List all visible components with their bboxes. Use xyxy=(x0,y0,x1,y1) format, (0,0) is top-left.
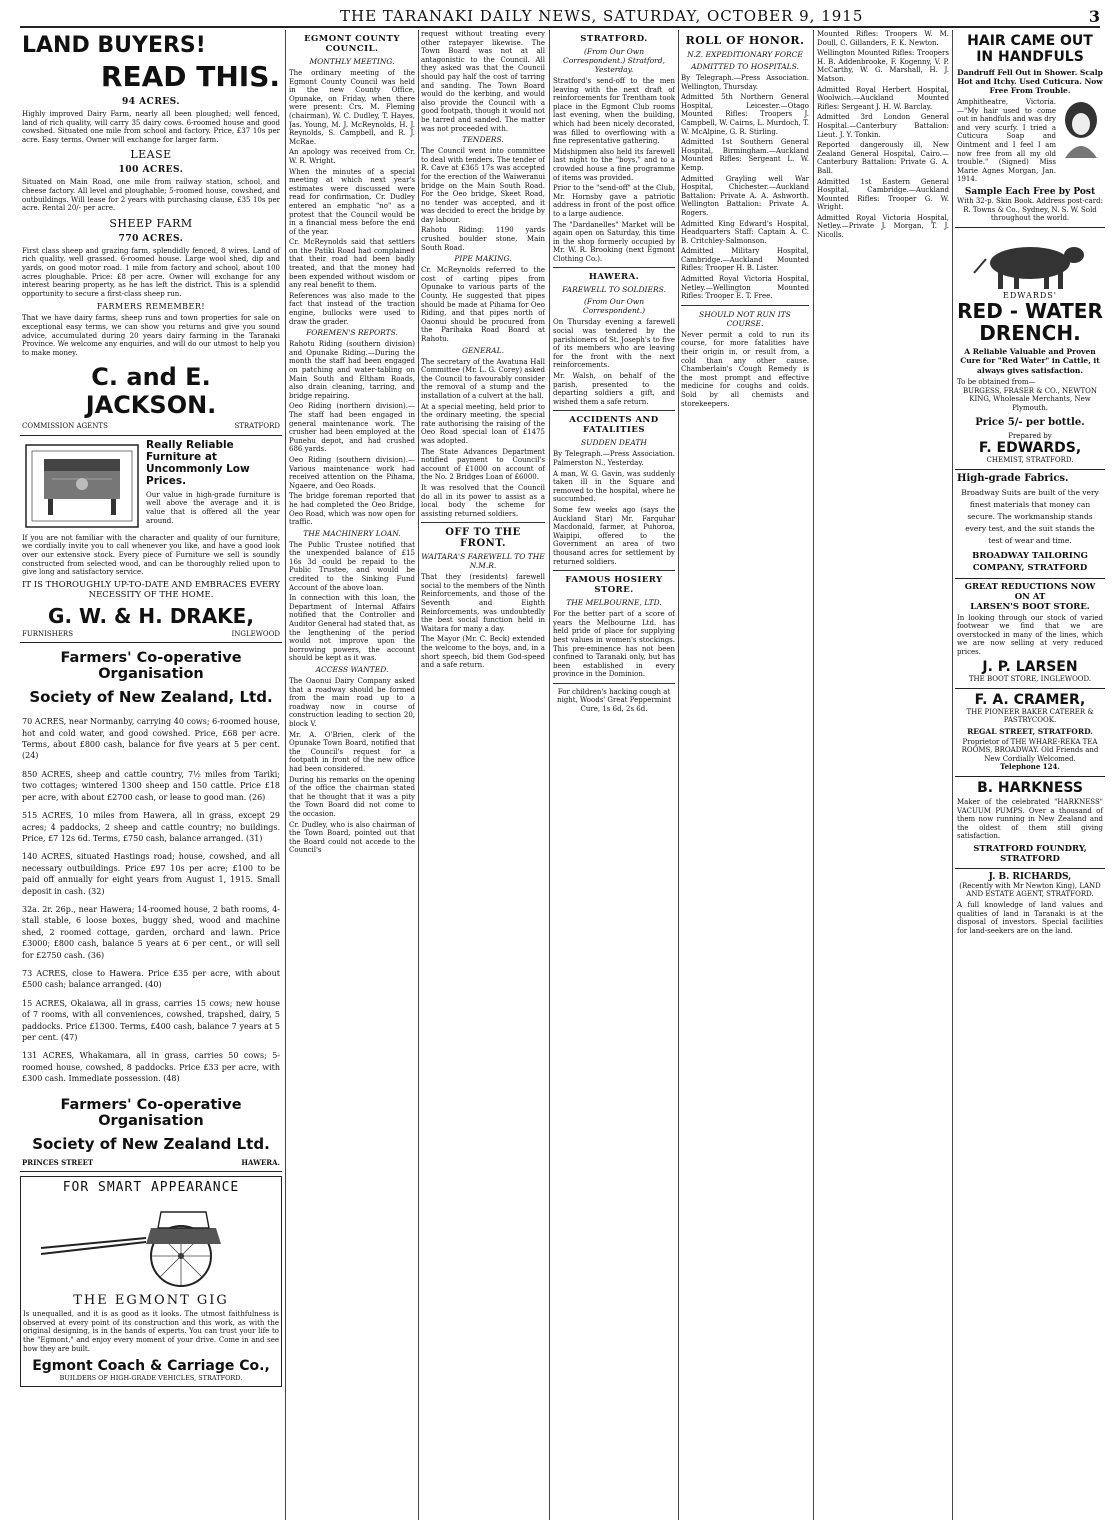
casualty-paragraph: By Telegraph.—Press Association. Wellington, Thursday. xyxy=(681,74,809,91)
cramer-telephone: Telephone 124. xyxy=(1000,762,1060,772)
lease-heading: LEASE xyxy=(130,148,172,162)
furniture-side-text: Our value in high-grade furniture is well above the average and it is value that is offered all the year around. xyxy=(146,490,280,525)
county-council-heading: EGMONT COUNTY COUNCIL. xyxy=(304,34,400,54)
listing-1: 850 ACRES, sheep and cattle country, 7½ miles from Tariki; two cottages; wintered 1300 sheep and 150 cattle. Price £18 per acre, with about £2700 cash, or lease to good man. (26) xyxy=(22,769,280,802)
access-wanted-heading: ACCESS WANTED. xyxy=(315,665,389,674)
acres-94-text: Highly improved Dairy Farm, nearly all been ploughed; well fenced, land of rich quality, will carry 35 dairy cows. 6-roomed house and good cowshed. Situated one mile from school and factory. Price, £37 10s per acre. Easy terms. Owner will exchange for larger farm. xyxy=(22,110,280,144)
coop-street: PRINCES STREET xyxy=(22,1157,94,1167)
article-paragraph: Mr. Walsh, on behalf of the parish, presented to the departing soldiers a gift, and wished them a safe return. xyxy=(553,372,675,406)
foundry-name: STRATFORD FOUNDRY, STRATFORD xyxy=(973,843,1087,864)
drake-town: INGLEWOOD xyxy=(231,629,280,638)
hair-heading: HAIR CAME OUT IN HANDFULS xyxy=(967,33,1093,65)
divider xyxy=(681,305,809,306)
column-classifieds-left xyxy=(20,30,282,1520)
article-paragraph: Mr. A. O'Brien, clerk of the Opunake Town Board, notified that the Council's request for a footpath in front of the new office had been considered. xyxy=(289,730,415,773)
egmont-gig-text: Is unequalled, and it is as good as it looks. The utmost faithfulness is observed at every point of its construction and this work, as with the original designing, is in the hands of experts. You can trust your life to the "Egmont," and enjoy every moment of your drive. Come in and see how they are built. xyxy=(23,1310,279,1353)
furniture-tagline-1: IT IS THOROUGHLY UP-TO-DATE AND EMBRACES EVERY xyxy=(22,579,281,590)
drake-name: G. W. & H. DRAKE, xyxy=(48,603,254,628)
accidents-heading: ACCIDENTS AND FATALITIES xyxy=(569,415,659,436)
furniture-text: If you are not familiar with the character and quality of our furniture, we cordially invite you to call whenever you like, and have a good look over our extensive stock. Every piece of Furniture we sell is soundly constructed from selected wood, and can be thoroughly relied upon to give long and satisfactory service. xyxy=(22,533,280,577)
news-right-column xyxy=(553,30,675,1520)
harkness-foundry-ad xyxy=(955,777,1105,869)
casualty-paragraph: Admitted Royal Herbert Hospital, Woolwich.—Auckland Mounted Rifles: Sergeant J. H. W. Barclay. xyxy=(817,85,949,111)
hawera-heading: HAWERA. xyxy=(588,272,640,283)
acres-94-heading: 94 ACRES. xyxy=(122,97,180,107)
article-paragraph: Cr. McReynolds said that settlers on the Patiki Road had complained that their road had been badly treated, and that the money had been expended without wisdom or any real benefit to them. xyxy=(289,238,415,290)
article-paragraph: The ordinary meeting of the Egmont County Council was held in the new County Office, Opunake, on Friday, when there were present: Crs. M. Fleming (chairman), W. C. Dudley, T. Hayes, Jas. Young, M. J. McReynolds, H. J. Reynolds, S. Campbell, and R. J. McRae. xyxy=(289,69,415,146)
land-buyers-ad xyxy=(20,30,282,436)
casualty-paragraph: Admitted Military Hospital, Cambridge.—Auckland Mounted Rifles: Trooper H. B. Lister. xyxy=(681,247,809,273)
smart-appearance-heading: FOR SMART APPEARANCE xyxy=(62,1180,240,1196)
article-paragraph: request without treating every other ratepayer likewise. The Town Board was not at all antagonistic to the Council. All they asked was that the Council should pay half the cost of tarring and sanding. The Town Board would do the kerbing, and would also provide the Council with a good footpath, though it would not be tarred and sanded. The matter was not proceeded with. xyxy=(421,30,545,133)
pipe-making-heading: PIPE MAKING. xyxy=(454,254,512,264)
article-paragraph: The Council went into committee to deal with tenders. The tender of R. Cave at £365 17s was accepted for the erection of the Waiweranui bridge on the Main South Road. For the Oeo bridge, Skeet Road, no tender was accepted, and it was decided to erect the bridge by day labour. xyxy=(421,147,545,224)
article-paragraph: Cr. McReynolds referred to the cost of carting pipes from Opunake to various parts of the County. He suggested that pipes should be made at Pihama for Oeo Riding, and that pipes north of Oaonui should be procured from the Parihaka Road Board at Rahotu. xyxy=(421,266,545,343)
column-county-council xyxy=(289,30,415,1520)
article-paragraph: It was resolved that the Council do all in its power to assist as a local body the scheme for assisting returned soldiers. xyxy=(421,483,545,518)
obtained-from: BURGESS, FRASER & CO., NEWTON KING, Wholesale Merchants, New Plymouth. xyxy=(962,386,1098,412)
article-paragraph: During his remarks on the opening of the office the chairman stated that he thought that it was a pity the Town Board did not come to the occasion. xyxy=(289,775,415,818)
stratford-heading: STRATFORD. xyxy=(580,34,648,44)
larsen-name: J. P. LARSEN xyxy=(982,659,1078,676)
casualty-paragraph: Admitted 5th Northern General Hospital, Leicester.—Otago Mounted Rifles: Troopers J. Campbell, W. Cairns, L. Murdoch, T. W. McAlpine, G. R. Stirling. xyxy=(681,93,809,136)
machinery-loan-heading: THE MACHINERY LOAN. xyxy=(303,528,401,538)
egmont-gig-heading: THE EGMONT GIG xyxy=(73,1293,229,1309)
article-paragraph: On Thursday evening a farewell social was tendered by the parishioners of St. Joseph's to five of its members who are leaving for the front with the next reinforcements. xyxy=(553,318,675,370)
column-rule xyxy=(418,30,419,1520)
harkness-text: Maker of the celebrated "HARKNESS" VACUUM PUMPS. Over a thousand of them now running in New Zealand and the oldest of them still giving satisfaction. xyxy=(957,797,1103,841)
furniture-tagline-2: NECESSITY OF THE HOME. xyxy=(88,589,214,600)
egmont-coach-name: Egmont Coach & Carriage Co., xyxy=(32,1358,270,1375)
cramer-address: REGAL STREET, STRATFORD. xyxy=(967,726,1093,736)
peppermint-cure-notice: For children's hacking cough at night, Woods' Great Peppermint Cure, 1s 6d, 2s 6d. xyxy=(557,687,671,714)
casualty-paragraph: Wellington Mounted Rifles: Troopers H. B. Addenbrooke, F. Kogenny, V. P. McCarthy, W. G. Marshall, H. J. Matson. xyxy=(817,49,949,83)
foremen-reports-heading: FOREMEN'S REPORTS. xyxy=(306,328,398,338)
drench-description: A Reliable Valuable and Proven Cure for "Red Water" in Cattle, it always gives satisfaction. xyxy=(960,346,1100,375)
prepared-label: Prepared by xyxy=(1008,431,1052,440)
fabrics-text: Broadway Suits are built of the very finest materials that money can secure. The workmanship stands every test, and the suit stands the test of wear and time. xyxy=(961,487,1099,545)
article-paragraph: The Mayor (Mr. C. Beck) extended the welcome to the boys, and, in a short speech, bid them God-speed and a safe return. xyxy=(421,635,545,670)
cramer-sub: THE PIONEER BAKER CATERER & PASTRYCOOK. xyxy=(966,707,1094,725)
divider xyxy=(553,683,675,684)
hosiery-heading: FAMOUS HOSIERY STORE. xyxy=(565,575,663,596)
column-ads-right xyxy=(955,30,1105,1520)
article-paragraph: The "Dardanelles" Market will be again open on Saturday, this time in the shop formerly occupied by Mr. W. R. Brooking (next Egmont Clothing Co.). xyxy=(553,220,675,263)
acres-770-text: First class sheep and grazing farm, splendidly fenced, 8 wires. Land of rich quality, well grassed. 6-roomed house. Large wool shed, dip and yards, on good motor road. 1 mile from factory and school, about 100 acres ploughable. Price: £8 per acre. Owner will exchange for any interest bearing property, as he has left the district. This is a splendid opportunity to secure a first-class sheep run. xyxy=(22,246,280,298)
column-rule xyxy=(952,30,953,1520)
land-buyers-heading: LAND BUYERS! xyxy=(22,33,206,58)
county-council-subheading: MONTHLY MEETING. xyxy=(309,57,395,66)
furniture-illustration xyxy=(22,439,142,531)
egmont-coach-sub: BUILDERS OF HIGH-GRADE VEHICLES, STRATFORD. xyxy=(59,1374,243,1383)
casualty-paragraph: Admitted 1st Eastern General Hospital, Cambridge.—Auckland Mounted Rifles: Trooper G. W. Wright. xyxy=(817,177,949,212)
article-paragraph: At a special meeting, held prior to the ordinary meeting, the special rate authorising the raising of the Oeo Road special loan of £1475 was adopted. xyxy=(421,402,545,445)
hair-subheading: Dandruff Fell Out in Shower. Scalp Hot and Itchy. Used Cuticura. Now Free From Trouble. xyxy=(957,68,1103,95)
farmers-coop-heading-2: Society of New Zealand, Ltd. xyxy=(29,688,273,707)
article-paragraph: A man, W. G. Gavin, was suddenly taken ill in the Square and removed to the hospital, where he succumbed. xyxy=(553,469,675,504)
drench-price: Price 5/- per bottle. xyxy=(975,416,1085,428)
masthead xyxy=(20,6,1100,28)
casualty-paragraph: Admitted 3rd London General Hospital.—Canterbury Battalion: Lieut. J. Y. Tonkin. xyxy=(817,113,949,139)
farmers-remember-text: That we have dairy farms, sheep runs and town properties for sale on exceptional easy terms, we can show you returns and give you sound advice, accumulated during 20 years dairy farming in the Taranaki Province. We welcome any enquiries, and will do our utmost to help you to make money. xyxy=(22,314,280,357)
article-paragraph: The bridge foreman reported that he had completed the Oeo Bridge, Oeo Road, which was now open for traffic. xyxy=(289,492,415,527)
richards-text: A full knowledge of land values and qualities of land in Taranaki is at the disposal of investors. Special facilities for land-seekers are on the land. xyxy=(957,900,1103,935)
column-rule xyxy=(678,30,679,1520)
general-heading: GENERAL. xyxy=(462,345,504,355)
broadway-name: BROADWAY TAILORING COMPANY, STRATFORD xyxy=(972,550,1088,573)
casualty-paragraph: Admitted King Edward's Hospital, Headquarters Staff: Captain A. C. B. Critchley-Salmonson. xyxy=(681,219,809,245)
article-paragraph: The State Advances Department notified payment to Council's account of £1000 on account of the No. 2 Bridges Loan of £6000. xyxy=(421,447,545,482)
divider xyxy=(553,410,675,411)
admitted-hospitals-heading: ADMITTED TO HOSPITALS. xyxy=(691,62,799,71)
tenders-heading: TENDERS. xyxy=(462,135,504,145)
listing-7: 131 ACRES, Whakamara, all in grass, carries 50 cows; 5-roomed house, cowshed, 8 paddocks. Price £33 per acre, with £300 cash. Immediate possession. (48) xyxy=(22,1051,280,1084)
read-this-heading: READ THIS. xyxy=(100,60,280,93)
cough-remedy-text: Never permit a cold to run its course, for more fatalities have their origin in, or result from, a cold than any other cause. Chamberlain's Cough Remedy is the most prompt and effective medicine for coughs and colds. Sold by all chemists and storekeepers. xyxy=(681,330,809,408)
article-paragraph: Oeo Riding (northern division).—The staff had been engaged in general maintenance work. The crusher had been employed at the Punehu depot, and had crushed 686 yards. xyxy=(289,402,415,454)
article-paragraph: Oeo Riding (southern division).—Various maintenance work had received attention on the Pihama, Ngaere, and Oeo Roads. xyxy=(289,455,415,490)
casualty-paragraph: Admitted Grayling well War Hospital, Chichester.—Auckland Battalion: Private A. A. Ashworth. Wellington Battalion: Private A. Rogers. xyxy=(681,174,809,217)
cramer-name: F. A. CRAMER, xyxy=(974,691,1086,708)
larsen-sub: THE BOOT STORE, INGLEWOOD. xyxy=(968,675,1092,684)
listing-6: 15 ACRES, Okaiawa, all in grass, carries 15 cows; new house of 7 rooms, with all conveniences, cowshed, trapshed, dairy, 5 paddocks. Price £1300. Terms, £400 cash, balance 7 years at 5 per cent. (47) xyxy=(22,998,280,1042)
listing-2: 515 ACRES, 10 miles from Hawera, all in grass, except 29 acres; 4 paddocks, 2 sheep and cattle country; no buildings. Price, £7 12s 6d. Terms, £750 cash, balance arranged. (31) xyxy=(22,811,280,843)
cuticura-ad xyxy=(955,30,1105,228)
casualty-paragraph: Admitted Royal Victoria Hospital, Netley.—Private J. Morgan, T. J. Nicolls. xyxy=(817,213,949,240)
reductions-heading: GREAT REDUCTIONS NOW ON AT xyxy=(964,581,1096,602)
stratford-dateline: (From Our Own Correspondent.) Stratford, Yesterday. xyxy=(563,47,665,74)
sample-text: With 32-p. Skin Book. Address post-card: R. Towns & Co., Sydney, N. S. W. Sold throughout the world. xyxy=(957,196,1103,223)
melbourne-heading: THE MELBOURNE, LTD. xyxy=(566,598,662,608)
farmers-coop-heading-3: Farmers' Co-operative Organisation xyxy=(60,1096,242,1129)
divider xyxy=(553,570,675,571)
cough-remedy-heading: SHOULD NOT RUN ITS COURSE. xyxy=(699,309,791,328)
listing-3: 140 ACRES, situated Hastings road; house, cowshed, and all necessary outbuildings. Price £97 10s per acre; £100 to be paid off annually for eight years from August 1, 1915. Small deposit in cash. (32) xyxy=(22,852,280,896)
off-to-front-heading: OFF TO THE FRONT. xyxy=(445,527,521,550)
listing-0: 70 ACRES, near Normanby, carrying 40 cows; 6-roomed house, hot and cold water, and good cowshed. Price, £68 per acre. Terms, about £800 cash, balance for five years at 5 per cent. (24) xyxy=(22,717,280,761)
column-rule xyxy=(549,30,550,1520)
divider xyxy=(421,522,545,523)
listing-5: 73 ACRES, close to Hawera. Price £35 per acre, with about £500 cash; balance arranged. (40) xyxy=(22,968,280,990)
roll-right-column xyxy=(817,30,949,1520)
f-edwards-sub: CHEMIST, STRATFORD. xyxy=(986,456,1074,464)
casualty-paragraph: Mounted Rifles: Troopers W. M. Doull, C. Gillanders, F. K. Newton. xyxy=(817,30,949,47)
drake-role: FURNISHERS xyxy=(22,629,73,638)
article-paragraph: Cr. Dudley, who is also chairman of the Town Board, pointed out that the Board could not accede to the Council's xyxy=(289,820,415,855)
article-paragraph: Rahotu Riding (southern division) and Opunake Riding.—During the month the staff had been engaged on patching and water-tabling on Main South and Eltham Roads, also drain cleaning, tarring, and bridge repairing. xyxy=(289,340,415,400)
roll-of-honor-heading: ROLL OF HONOR. xyxy=(685,34,805,47)
sheep-farm-heading: SHEEP FARM xyxy=(109,216,193,230)
larsens-heading: LARSEN'S BOOT STORE. xyxy=(970,601,1090,612)
farmers-coop-heading-4: Society of New Zealand Ltd. xyxy=(32,1134,270,1153)
richards-sub: (Recently with Mr Newton King), LAND AND ESTATE AGENT, STRATFORD. xyxy=(959,881,1101,899)
expeditionary-force-heading: N.Z. EXPEDITIONARY FORCE xyxy=(687,50,803,59)
article-paragraph: An apology was received from Cr. W. R. Wright. xyxy=(289,148,415,165)
drake-furniture-ad xyxy=(20,436,282,643)
divider xyxy=(553,267,675,268)
article-paragraph: The Oaonui Dairy Company asked that a roadway should be formed from the main road up to a roadway now in course of construction leading to section 20, block V. xyxy=(289,677,415,728)
farmers-remember-heading: FARMERS REMEMBER! xyxy=(96,302,206,312)
woman-portrait-illustration xyxy=(1059,98,1103,184)
larsen-boot-ad xyxy=(955,579,1105,689)
harkness-name: B. HARKNESS xyxy=(977,779,1083,796)
egmont-gig-ad xyxy=(20,1176,282,1387)
richards-name: J. B. RICHARDS, xyxy=(988,871,1072,882)
gig-illustration xyxy=(31,1198,271,1290)
article-paragraph: Prior to the "send-off" at the Club, Mr. Hornsby gave a patriotic address in front of the post office to a large audience. xyxy=(553,184,675,218)
article-paragraph: For the better part of a score of years the Melbourne Ltd. has held pride of place for supplying best values in women's stockings. This pre-eminence has not been confined to Taranaki only, but has been established in every province in the Dominion. xyxy=(553,610,675,679)
news-left-column xyxy=(421,30,545,1520)
article-paragraph: The secretary of the Awatuna Hall Committee (Mr. L. G. Corey) asked the Council to favourably consider the removal of a stump and the installation of a culvert at the hall. xyxy=(421,357,545,400)
column-rule xyxy=(813,30,814,1520)
cattle-illustration xyxy=(970,233,1090,291)
article-paragraph: By Telegraph.—Press Association. Palmerston N., Yesterday. xyxy=(553,450,675,467)
obtained-label: To be obtained from— xyxy=(957,378,1036,387)
column-news-centre xyxy=(421,30,675,1520)
fabrics-heading: High-grade Fabrics. xyxy=(957,472,1069,484)
hair-testimonial: Amphitheatre, Victoria.—"My hair used to come out in handfuls and was dry and very scurfy. I tried a Cuticura Soap and Ointment and I feel I am now free from all my old trouble." (Signed) Miss Marie Agnes Morgan, Jan. 1914. xyxy=(957,98,1056,184)
casualty-paragraph: Admitted 1st Southern General Hospital, Birmingham.—Auckland Mounted Rifles: Sergeant L. W. Kemp. xyxy=(681,138,809,172)
broadway-tailoring-ad xyxy=(955,470,1105,579)
column-rule xyxy=(285,30,286,1520)
acres-770-heading: 770 ACRES. xyxy=(118,233,184,244)
article-paragraph: References was also made to the fact that instead of the traction engine, bullocks were used to draw the grader. xyxy=(289,291,415,326)
jackson-role: COMMISSION AGENTS xyxy=(22,422,108,431)
farewell-soldiers-heading: FAREWELL TO SOLDIERS. xyxy=(562,285,666,295)
article-paragraph: Rahotu Riding: 1190 yards crushed boulder stone, Main South Road. xyxy=(421,226,545,252)
casualty-paragraph: Reported dangerously ill, New Zealand General Hospital, Cairo.—Canterbury Battalion: Private G. A. Ball. xyxy=(817,141,949,175)
f-edwards-name: F. EDWARDS, xyxy=(978,440,1082,456)
article-paragraph: Some few weeks ago (says the Auckland Star) Mr. Farquhar Macdonald, farmer, at Puhoroa, Waipipi, offered to the Government an area of two thousand acres for settlement by returned soldiers. xyxy=(553,505,675,566)
red-water-heading: RED - WATER DRENCH. xyxy=(957,298,1103,345)
casualty-paragraph: Admitted Royal Victoria Hospital, Netley.—Wellington Mounted Rifles: Trooper E. T. Free. xyxy=(681,275,809,301)
cramer-text: Proprietor of THE WHARE-REKA TEA ROOMS, BROADWAY. Old Friends and New Cordially Welcomed. xyxy=(961,737,1099,763)
article-paragraph: Stratford's send-off to the men leaving with the next draft of reinforcements for Trentham took place in the Egmont Club rooms last evening, when the building, which had been nicely decorated, was filled to overflowing with a fine representative gathering. xyxy=(553,77,675,146)
farmers-coop-ad xyxy=(20,643,282,1172)
red-water-drench-ad xyxy=(955,228,1105,470)
article-paragraph: The Public Trustee notified that the unexpended balance of £15 16s 3d could be repaid to the Public Trustee, and would be credited to the Sinking Fund Account of the above loan. xyxy=(289,540,415,592)
article-paragraph: That they (residents) farewell social to the members of the Ninth Reinforcements, and those of the Seventh and Eighth Reinforcements, was undoubtedly the best social function held in Waitara for many a day. xyxy=(421,573,545,633)
article-paragraph: Midshipmen also held its farewell last night to the "boys," and to a crowded house a fine programme of items was provided. xyxy=(553,147,675,182)
waitara-farewell-heading: WAITARA'S FAREWELL TO THE N.M.R. xyxy=(421,552,545,571)
jackson-name: C. and E. JACKSON. xyxy=(85,363,217,420)
roll-left-column xyxy=(681,30,809,1520)
listing-4: 32a. 2r. 26p., near Hawera; 14-roomed house, 2 bath rooms, 4-stall stable, 6 loose boxes, buggy shed, wood and machine shed, 2 roomed cottage, garden, orchard and lawn. Price £3000; £800 cash, balance 5 years at 6 per cent., or will sell for £2750 cash. (36) xyxy=(22,904,280,960)
column-roll-of-honor xyxy=(681,30,949,1520)
farmers-coop-heading-1: Farmers' Co-operative Organisation xyxy=(60,650,242,683)
page-number: 3 xyxy=(1088,6,1100,26)
jackson-town: STRATFORD xyxy=(234,422,280,431)
coop-town: HAWERA. xyxy=(241,1157,280,1167)
article-paragraph: In connection with this loan, the Department of Internal Affairs notified that the Controller and Auditor General had stated that, as the lengthening of the period would not improve upon the borrowing powers, the account should be kept as it was. xyxy=(289,594,415,663)
sudden-death-heading: SUDDEN DEATH xyxy=(581,438,647,448)
article-paragraph: When the minutes of a special meeting at which next year's estimates were discussed were read for confirmation, Cr. Dudley entered an emphatic "no" as a protest that the Council would be in a financial mess before the end of the year. xyxy=(289,167,415,236)
acres-100-heading: 100 ACRES. xyxy=(118,165,184,176)
hawera-dateline: (From Our Own Correspondent.) xyxy=(582,297,646,316)
edwards-brand: EDWARDS' xyxy=(1003,290,1057,300)
richards-land-agent-ad xyxy=(955,869,1105,939)
newspaper-title: THE TARANAKI DAILY NEWS, SATURDAY, OCTOBER 9, 1915 xyxy=(340,7,864,25)
furniture-heading: Really Reliable Furniture at Uncommonly Low Prices. xyxy=(146,438,250,487)
acres-100-text: Situated on Main Road, one mile from railway station, school, and cheese factory. All level and ploughable; 5-roomed house, cowshed, and outbuildings. Will lease for 2 years with purchasing clause, £35 10s per acre. Rental 20/- per acre. xyxy=(22,178,280,213)
sample-heading: Sample Each Free by Post xyxy=(964,186,1096,197)
larsen-text: In looking through our stock of varied footwear we find that we are overstocked in many of the lines, which we are now selling at very reduced prices. xyxy=(957,613,1103,656)
cramer-bakery-ad xyxy=(955,689,1105,777)
